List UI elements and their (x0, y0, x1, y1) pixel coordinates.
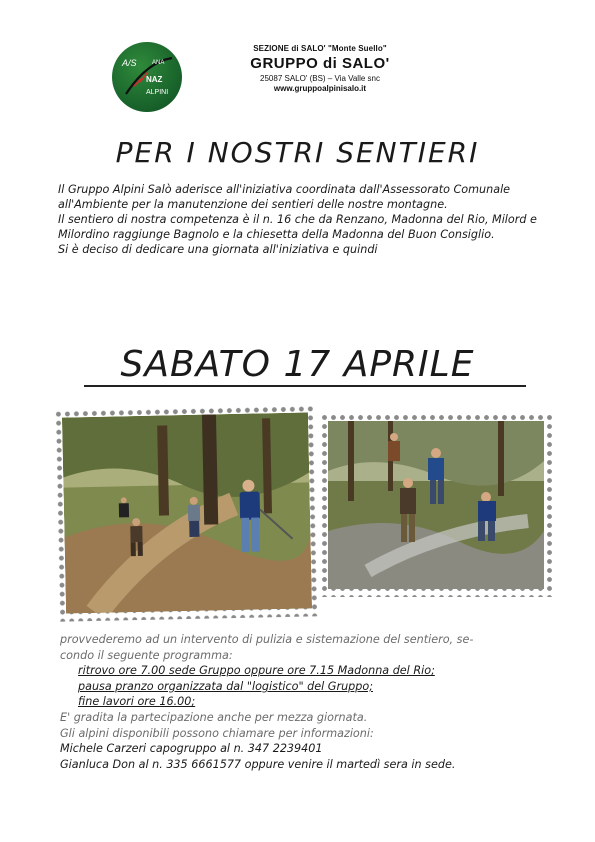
section-name: SEZIONE di SALO' "Monte Suello" (253, 44, 387, 53)
logo-text-bottom: ALPINI (146, 89, 169, 96)
date-underline (84, 385, 526, 387)
photo-frame-left (54, 404, 320, 621)
contact-michele: Michele Carzeri capogruppo al n. 347 2239401 (60, 742, 323, 756)
address: 25087 SALO' (BS) – Via Valle snc (260, 74, 380, 83)
ana-logo (112, 42, 182, 112)
intro-paragraph-1: Il Gruppo Alpini Salò aderisce all'iniziativa coordinata dall'Assessorato Comunale all'Ambiente per la manutenzione dei sentieri delle nostre montagne. (58, 183, 511, 211)
program-item-lunch: pausa pranzo organizzata dal "logistico" del Gruppo; (78, 679, 373, 693)
date-banner: SABATO 17 APRILE (120, 344, 475, 385)
program-item-end: fine lavori ore 16.00; (78, 695, 196, 709)
logo-text-right: ANA (152, 60, 165, 66)
intro-text (58, 182, 554, 257)
program-intro-line-2: condo il seguente programma: (60, 648, 233, 662)
alpine-hat-feather-icon (112, 42, 182, 112)
letterhead (200, 44, 440, 93)
program-intro-line-1: provvederemo ad un intervento di pulizia e sistemazione del sentiero, se- (60, 633, 474, 646)
website: www.gruppoalpinisalo.it (273, 84, 367, 93)
program-info: Gli alpini disponibili possono chiamare per informazioni: (60, 726, 374, 740)
page-title: PER I NOSTRI SENTIERI (115, 136, 480, 169)
intro-paragraph-2: Il sentiero di nostra competenza è il n. 16 che da Renzano, Madonna del Rio, Milord e Milordino raggiunge Bagnolo e la chiesetta della Madonna del Buon Consiglio. (58, 213, 537, 241)
logo-text-top: A/S (122, 58, 137, 68)
photo-frame-right (320, 413, 552, 597)
trail-work-photo-right (328, 421, 544, 589)
program-text (60, 632, 560, 772)
group-title: GRUPPO di SALO' (250, 55, 390, 72)
logo-text-mid: NAZ (146, 75, 163, 84)
trail-work-photo-left (62, 412, 312, 613)
program-note: E' gradita la partecipazione anche per mezza giornata. (60, 710, 368, 724)
program-item-meeting: ritrovo ore 7.00 sede Gruppo oppure ore 7.15 Madonna del Rio; (78, 664, 435, 678)
intro-paragraph-3: Si è deciso di dedicare una giornata all'iniziativa e quindi (58, 243, 378, 256)
contact-gianluca: Gianluca Don al n. 335 6661577 oppure venire il martedì sera in sede. (60, 757, 456, 771)
